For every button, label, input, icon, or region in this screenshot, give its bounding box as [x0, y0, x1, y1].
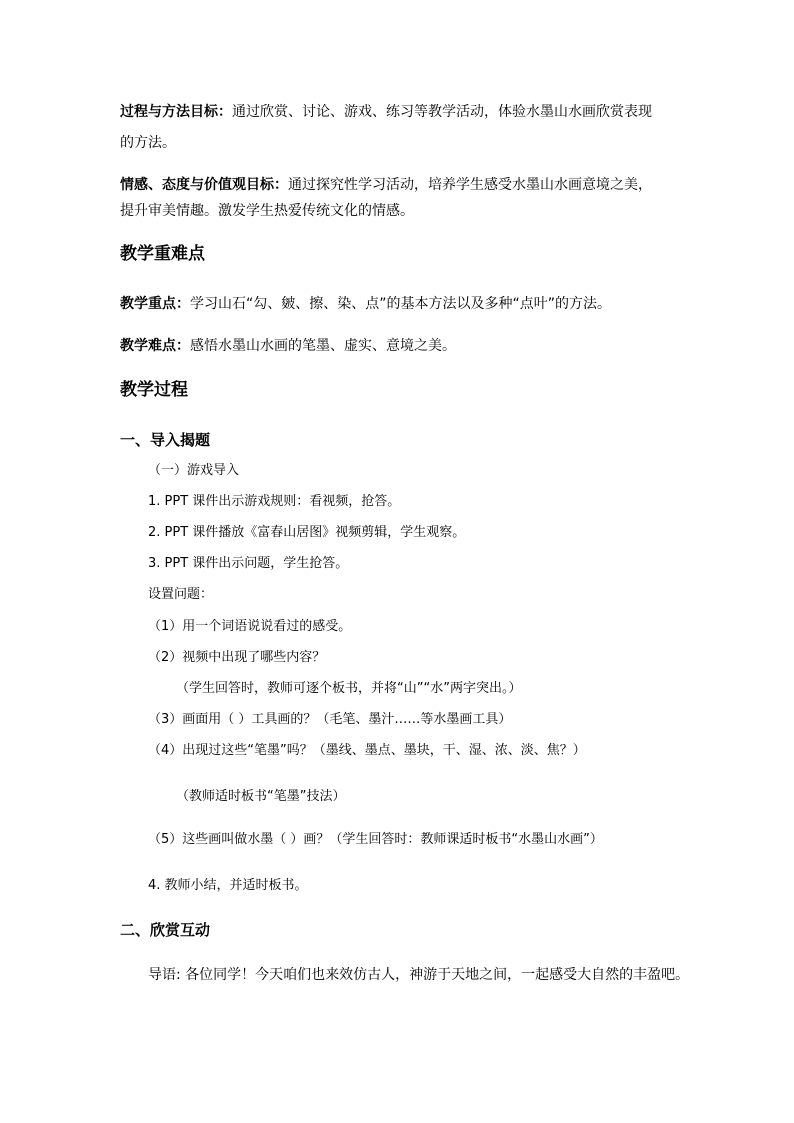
emotion-objective	[120, 175, 652, 195]
process-objective-text: 通过欣赏、讨论、游戏、练习等教学活动，体验水墨山水画欣赏表现	[232, 104, 652, 120]
question-3: （3）画面用（ ）工具画的？（毛笔、墨汁……等水墨画工具）	[148, 712, 512, 727]
section1-heading: 一、导入揭题	[120, 431, 211, 449]
question-4-note: （教师适时板书“笔墨”技法）	[176, 789, 346, 804]
questions-label: 设置问题：	[148, 587, 214, 602]
section2-intro: 导语: 各位同学！今天咱们也来效仿古人，神游于天地之间，一起感受大自然的丰盈吧。	[148, 967, 690, 983]
question-2-note: （学生回答时，教师可逐个板书，并将“山”“水”两字突出。）	[176, 681, 522, 696]
question-1: （1）用一个词语说说看过的感受。	[148, 619, 352, 634]
step-3: 3. PPT 课件出示问题，学生抢答。	[148, 556, 349, 571]
step-4: 4. 教师小结，并适时板书。	[148, 878, 308, 893]
question-5: （5）这些画叫做水墨（ ）画？（学生回答时：教师课适时板书“水墨山水画”）	[148, 832, 603, 847]
process-objective-label: 过程与方法目标：	[120, 104, 232, 120]
teaching-focus-text: 学习山石“勾、皴、擦、染、点”的基本方法以及多种“点叶”的方法。	[190, 296, 612, 312]
question-2: （2）视频中出现了哪些内容？	[148, 650, 326, 665]
step-1: 1. PPT 课件出示游戏规则：看视频，抢答。	[148, 494, 401, 509]
teaching-difficulty-text: 感悟水墨山水画的笔墨、虚实、意境之美。	[190, 338, 456, 354]
teaching-difficulty	[120, 336, 456, 356]
emotion-objective-text: 通过探究性学习活动，培养学生感受水墨山水画意境之美，	[288, 177, 652, 193]
emotion-objective-label: 情感、态度与价值观目标：	[120, 177, 288, 193]
step-2: 2. PPT 课件播放《富春山居图》视频剪辑，学生观察。	[148, 525, 466, 540]
process-objective	[120, 102, 652, 122]
key-points-heading: 教学重难点	[120, 244, 205, 264]
emotion-objective-cont: 提升审美情趣。激发学生热爱传统文化的情感。	[120, 203, 414, 219]
section2-heading: 二、欣赏互动	[120, 921, 211, 939]
teaching-difficulty-label: 教学难点：	[120, 338, 190, 354]
teaching-focus	[120, 294, 611, 314]
process-objective-cont: 的方法。	[120, 135, 176, 151]
question-4: （4）出现过这些“笔墨”吗？（墨线、墨点、墨块，干、湿、浓、淡、焦？）	[148, 743, 586, 758]
process-heading: 教学过程	[120, 380, 188, 400]
teaching-focus-label: 教学重点：	[120, 296, 190, 312]
section1-subheading: （一）游戏导入	[148, 463, 240, 478]
